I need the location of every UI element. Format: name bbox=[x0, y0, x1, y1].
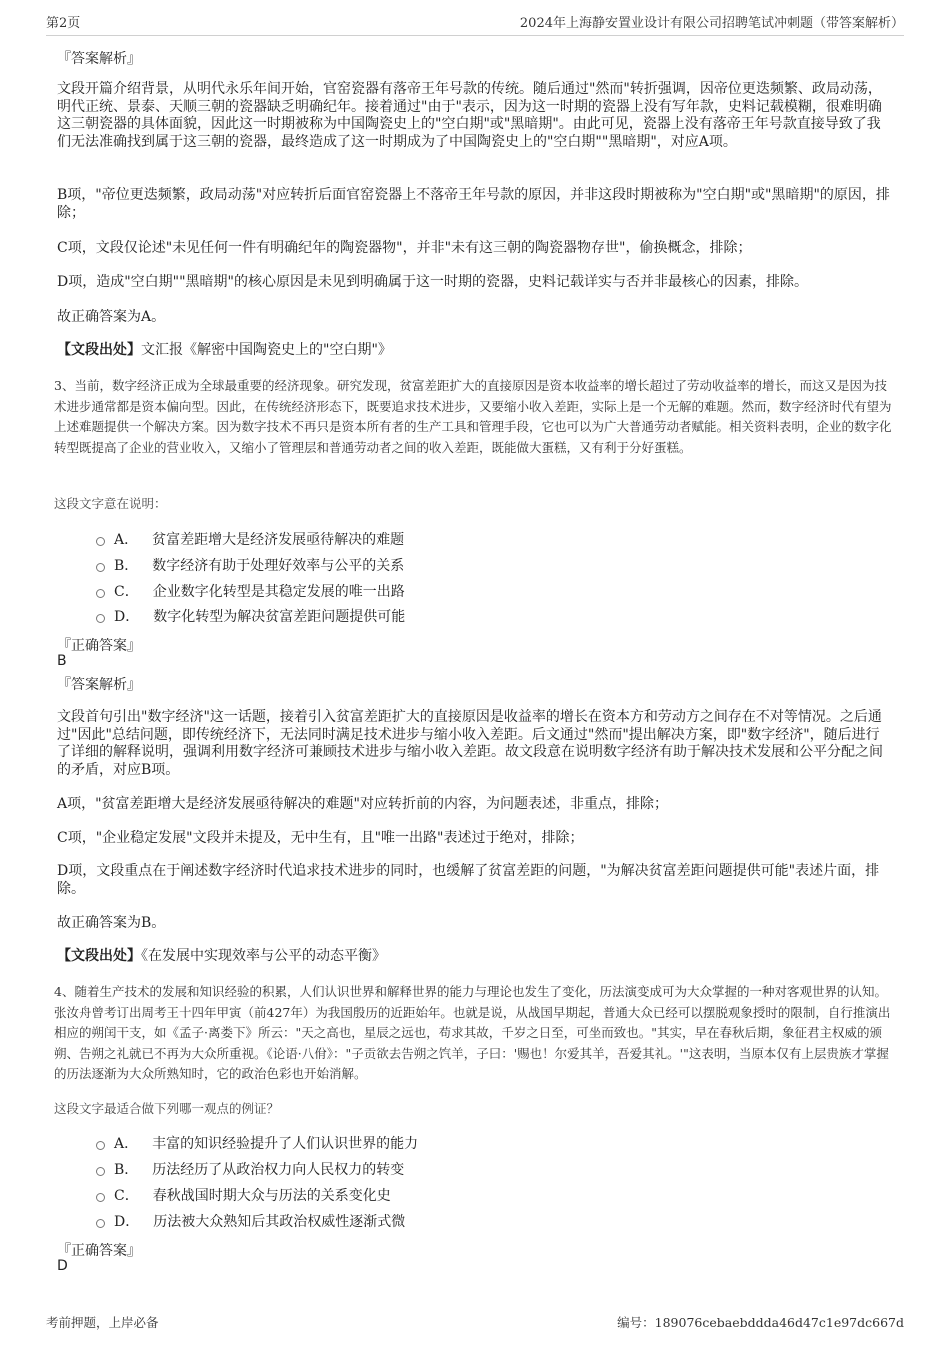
analysis-paragraph: A项，"贫富差距增大是经济发展亟待解决的难题"对应转折前的内容，为问题表述，非重点，排除； bbox=[57, 796, 668, 812]
source-line bbox=[57, 342, 893, 360]
correct-answer-statement: 故正确答案为A。 bbox=[57, 309, 166, 325]
analysis-paragraph: 文段首句引出"数字经济"这一话题，接着引入贫富差距扩大的直接原因是收益率的增长在资本方和劳动方之间存在不对等情况。之后通过"因此"总结问题，即传统经济下，无法同时满足技术进步与缩小收入差距。后文通过"然而"提出解决方案，即"数字经济"，随后进行了详细的解释说明，强调利用数字经济可兼顾技术进步与缩小收入差距。故文段意在说明数字经济有助于解决技术发展和公平分配之间的矛盾，对应B项。 bbox=[57, 709, 883, 778]
q3-option-c[interactable] bbox=[96, 581, 405, 601]
option-letter: B． bbox=[114, 1162, 139, 1178]
analysis-paragraph: C项，文段仅论述"未见任何一件有明确纪年的陶瓷器物"，并非"未有这三朝的陶瓷器物存世"，偷换概念，排除； bbox=[57, 240, 752, 256]
page-header bbox=[46, 12, 904, 36]
option-letter: C． bbox=[114, 1188, 139, 1204]
source-label: 【文段出处】 bbox=[57, 948, 141, 964]
option-text: 企业数字化转型是其稳定发展的唯一出路 bbox=[152, 584, 405, 600]
radio-button[interactable] bbox=[96, 563, 105, 572]
option-letter: A． bbox=[114, 1136, 139, 1152]
radio-button[interactable] bbox=[96, 1167, 105, 1176]
analysis-paragraph: D项，造成"空白期""黑暗期"的核心原因是未见到明确属于这一时期的瓷器，史料记载详实与否并非最核心的因素，排除。 bbox=[57, 274, 808, 290]
q4-option-a[interactable] bbox=[96, 1133, 418, 1153]
radio-button[interactable] bbox=[96, 1219, 105, 1228]
option-text: 数字经济有助于处理好效率与公平的关系 bbox=[152, 558, 405, 574]
question-3-prompt: 这段文字意在说明： bbox=[54, 496, 167, 511]
option-text: 数字化转型为解决贫富差距问题提供可能 bbox=[153, 609, 406, 625]
question-4-prompt: 这段文字最适合做下列哪一观点的例证？ bbox=[54, 1101, 280, 1116]
page-number: 第2页 bbox=[46, 16, 81, 31]
radio-button[interactable] bbox=[96, 614, 105, 623]
question-3-text: 3、当前，数字经济正成为全球最重要的经济现象。研究发现，贫富差距扩大的直接原因是资本收益率的增长超过了劳动收益率的增长，而这又是因为技术进步通常都是资本偏向型。因此，在传统经济形态下，既要追求技术进步，又要缩小收入差距，实际上是一个无解的难题。然而，数字经济时代有望为上述难题提供一个解决方案。因为数字技术不再只是资本所有者的生产工具和管理手段，它也可以为广大普通劳动者赋能。相关资料表明，企业的数字化转型既提高了企业的营业收入，又缩小了管理层和普通劳动者之间的收入差距，既能做大蛋糕，又有利于分好蛋糕。 bbox=[54, 378, 892, 455]
option-text: 贫富差距增大是经济发展亟待解决的难题 bbox=[152, 532, 405, 548]
page-footer bbox=[46, 1313, 904, 1331]
q3-option-a[interactable] bbox=[96, 529, 404, 549]
analysis-label-q2: 『答案解析』 bbox=[57, 51, 141, 67]
option-letter: C． bbox=[114, 584, 139, 600]
q3-option-d[interactable] bbox=[96, 606, 405, 626]
q4-option-c[interactable] bbox=[96, 1185, 391, 1205]
footer-slogan: 考前押题，上岸必备 bbox=[46, 1315, 159, 1330]
option-letter: D． bbox=[114, 609, 140, 625]
q4-option-b[interactable] bbox=[96, 1159, 404, 1179]
correct-answer-q4: D bbox=[57, 1258, 68, 1274]
option-letter: A． bbox=[114, 532, 139, 548]
q3-option-b[interactable] bbox=[96, 555, 404, 575]
option-text: 春秋战国时期大众与历法的关系变化史 bbox=[152, 1188, 391, 1204]
option-text: 丰富的知识经验提升了人们认识世界的能力 bbox=[152, 1136, 419, 1152]
analysis-paragraph: C项，"企业稳定发展"文段并未提及，无中生有，且"唯一出路"表述过于绝对，排除； bbox=[57, 830, 584, 846]
correct-answer-label-q3: 『正确答案』 bbox=[57, 638, 141, 654]
analysis-paragraph: 文段开篇介绍背景，从明代永乐年间开始，官窑瓷器有落帝王年号款的传统。随后通过"然而"转折强调，因帝位更迭频繁、政局动荡，明代正统、景泰、天顺三朝的瓷器缺乏明确纪年。接着通过"由于"表示，因为这一时期的瓷器上没有写年款，史料记载模糊，很难明确这三朝瓷器的具体面貌，因此这一时期被称为中国陶瓷史上的"空白期"或"黑暗期"。由此可见，瓷器上没有落帝王年号款直接导致了我们无法准确找到属于这三朝的瓷器，最终造成了这一时期成为了中国陶瓷史上的"空白期""黑暗期"，对应A项。 bbox=[57, 81, 882, 150]
radio-button[interactable] bbox=[96, 537, 105, 546]
source-line bbox=[57, 948, 893, 966]
option-letter: B． bbox=[114, 558, 139, 574]
document-id: 编号：189076cebaebddda46d47c1e97dc667d bbox=[617, 1315, 904, 1330]
correct-answer-label-q4: 『正确答案』 bbox=[57, 1243, 141, 1259]
analysis-label-q3: 『答案解析』 bbox=[57, 677, 141, 693]
analysis-paragraph: B项，"帝位更迭频繁，政局动荡"对应转折后面官窑瓷器上不落帝王年号款的原因，并非这段时期被称为"空白期"或"黑暗期"的原因，排除； bbox=[57, 187, 890, 221]
source-text: 《在发展中实现效率与公平的动态平衡》 bbox=[141, 948, 386, 964]
source-label: 【文段出处】 bbox=[57, 342, 141, 358]
option-text: 历法被大众熟知后其政治权威性逐渐式微 bbox=[153, 1214, 406, 1230]
correct-answer-statement: 故正确答案为B。 bbox=[57, 915, 166, 931]
option-text: 历法经历了从政治权力向人民权力的转变 bbox=[152, 1162, 405, 1178]
radio-button[interactable] bbox=[96, 1193, 105, 1202]
correct-answer-q3: B bbox=[57, 653, 67, 669]
document-title: 2024年上海静安置业设计有限公司招聘笔试冲刺题（带答案解析） bbox=[519, 16, 904, 31]
q4-option-d[interactable] bbox=[96, 1211, 405, 1231]
radio-button[interactable] bbox=[96, 1141, 105, 1150]
option-letter: D． bbox=[114, 1214, 140, 1230]
source-text: 文汇报《解密中国陶瓷史上的"空白期"》 bbox=[141, 342, 392, 358]
analysis-paragraph: D项，文段重点在于阐述数字经济时代追求技术进步的同时，也缓解了贫富差距的问题，"为解决贫富差距问题提供可能"表述片面，排除。 bbox=[57, 863, 880, 897]
radio-button[interactable] bbox=[96, 589, 105, 598]
question-4-text: 4、随着生产技术的发展和知识经验的积累，人们认识世界和解释世界的能力与理论也发生了变化，历法演变成可为大众掌握的一种对客观世界的认知。张汝舟曾考订出周考王十四年甲寅（前427年）为我国殷历的近距始年。也就是说，从战国早期起，普通大众已经可以摆脱观象授时的限制，自行推演出相应的朔闰干支，如《孟子·离娄下》所云："天之高也，星辰之远也，苟求其故，千岁之日至，可坐而致也。"其实，早在春秋后期，象征君主权威的颁朔、告朔之礼就已不再为大众所重视。《论语·八佾》："子贡欲去告朔之饩羊，子曰：'赐也！尔爱其羊，吾爱其礼。'"这表明，当原本仅有上层贵族才掌握的历法逐渐为大众所熟知时，它的政治色彩也开始消解。 bbox=[54, 984, 891, 1081]
